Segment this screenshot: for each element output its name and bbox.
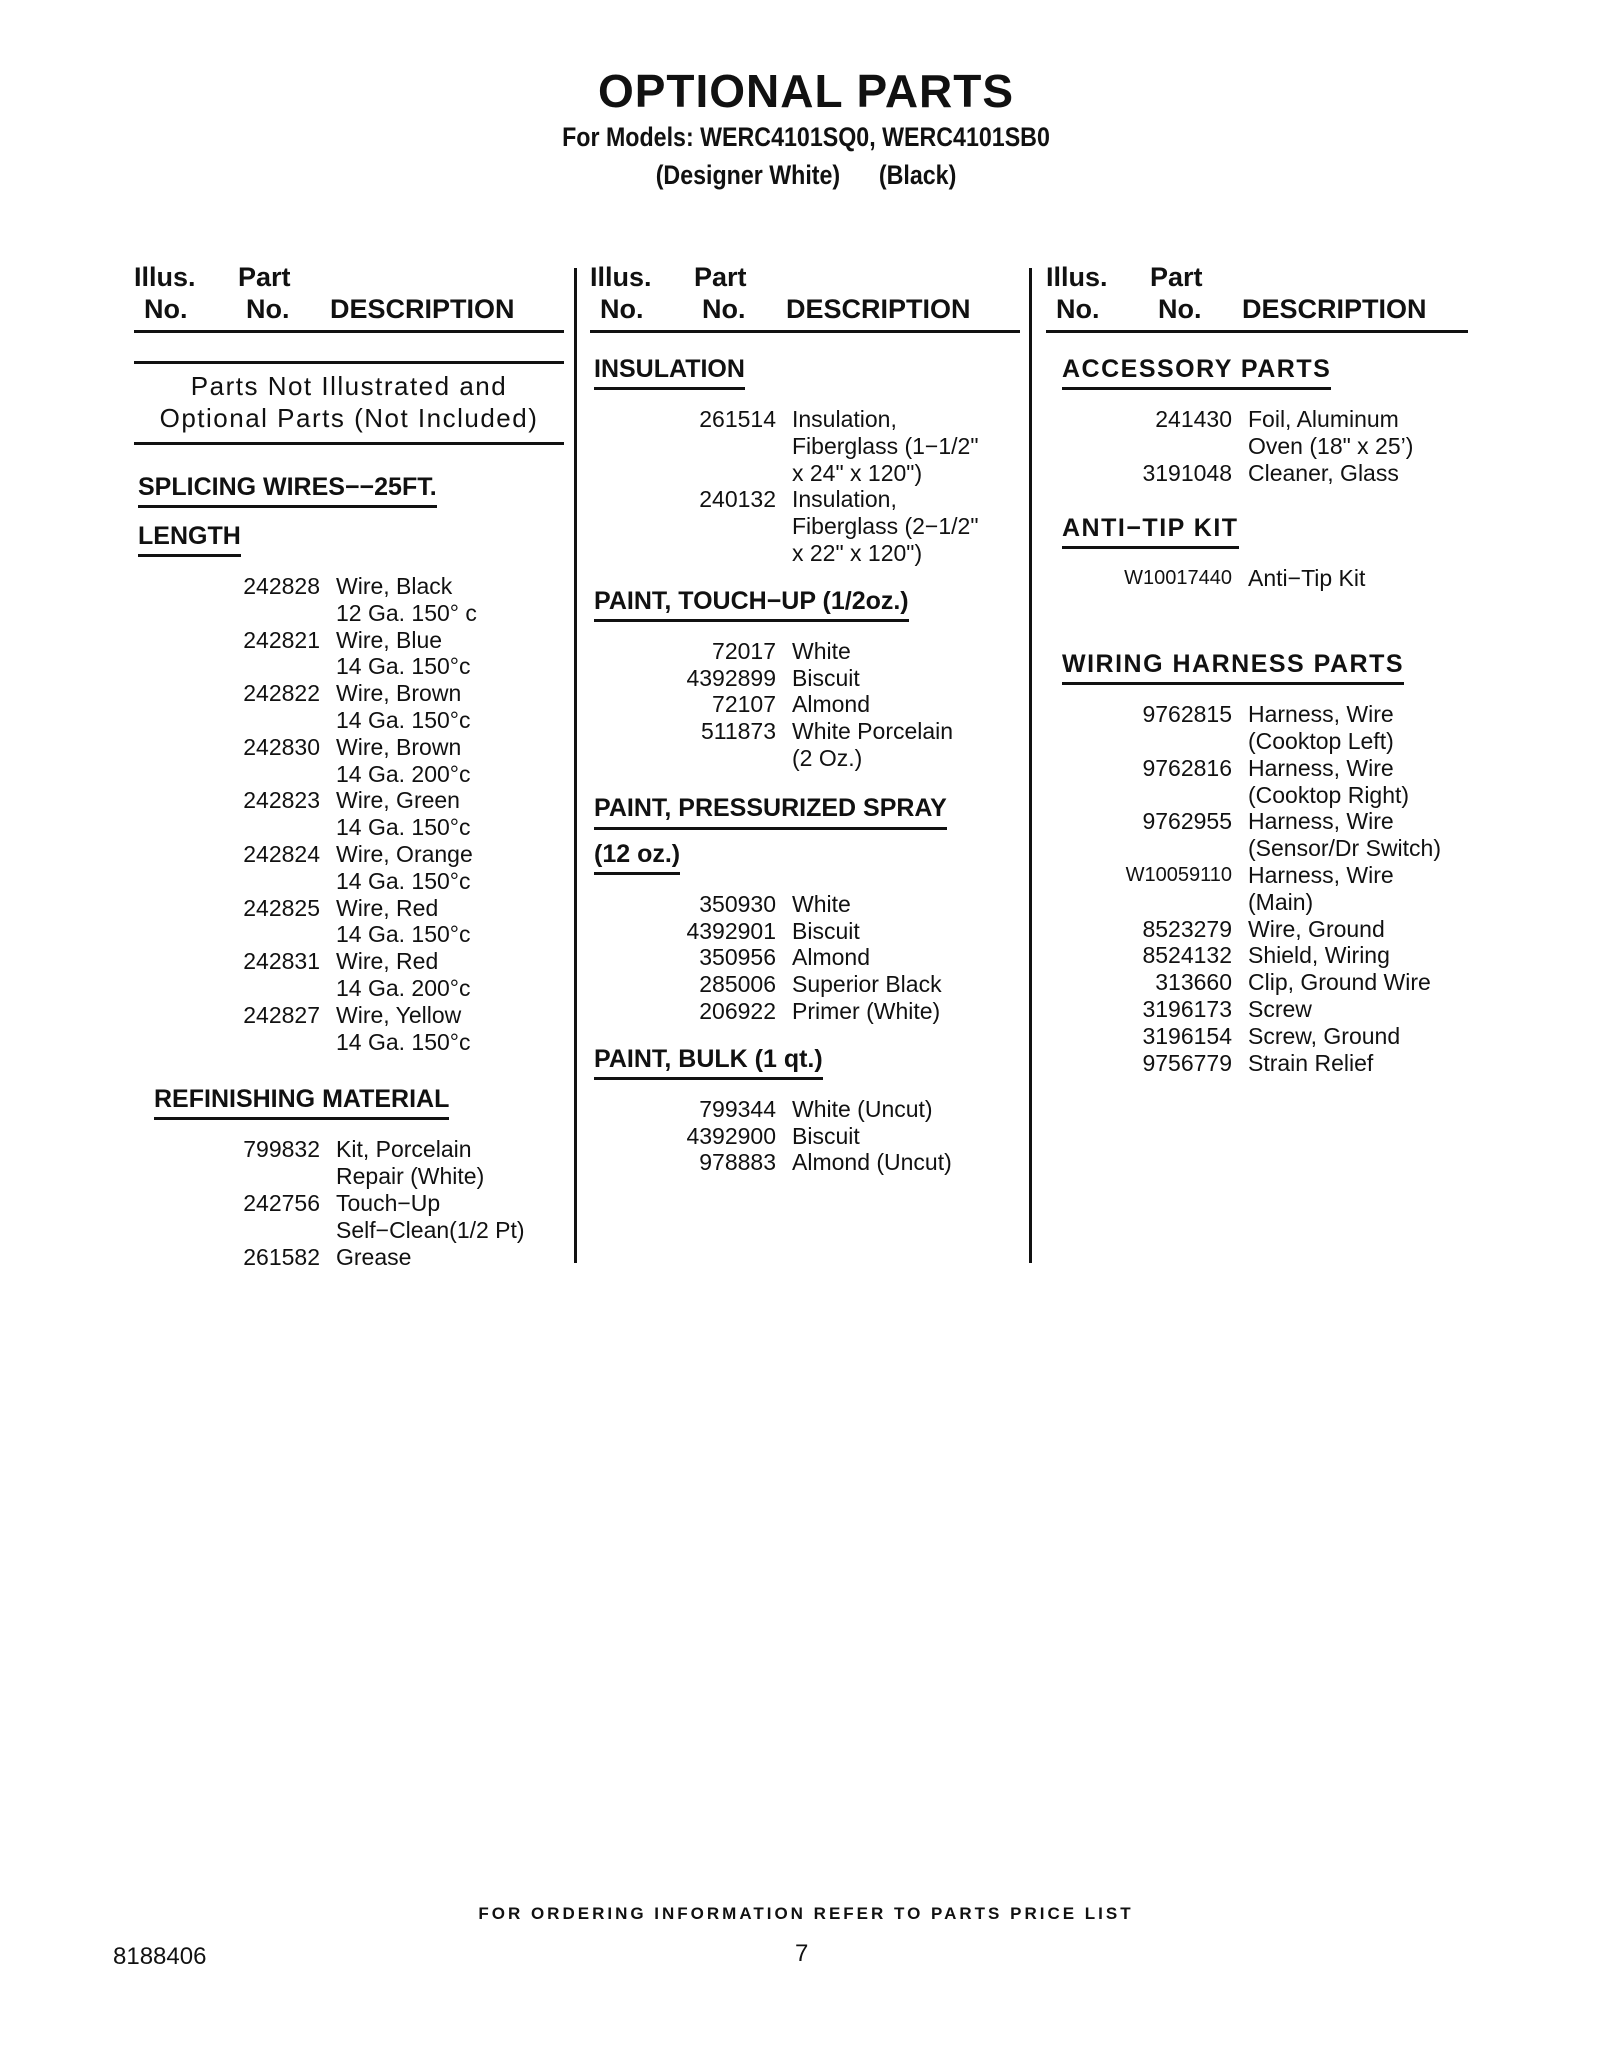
part-row: [1046, 701, 1476, 755]
part-row: [1046, 565, 1476, 592]
part-description: Wire, Yellow 14 Ga. 150°c: [336, 1001, 471, 1055]
part-number: 350930: [699, 890, 776, 917]
not-illustrated-note: Parts Not Illustrated and Optional Parts (Not Included): [134, 361, 564, 445]
part-description: Insulation, Fiberglass (1−1/2" x 24" x 120"): [792, 406, 979, 486]
part-number: 978883: [699, 1149, 776, 1176]
part-description: Almond (Uncut): [792, 1149, 952, 1176]
part-row: [1046, 755, 1476, 809]
section-paint-touch-up: [590, 587, 1020, 772]
part-description: Wire, Ground: [1248, 915, 1385, 942]
part-number: 241430: [1155, 406, 1232, 432]
part-row: [1046, 862, 1476, 916]
part-row: [1046, 406, 1476, 460]
part-description: Harness, Wire (Main): [1248, 861, 1394, 915]
page-number: 7: [795, 1940, 809, 1967]
part-number: 3191048: [1142, 459, 1232, 486]
part-number: 8524132: [1142, 942, 1232, 969]
column-divider: [1029, 268, 1032, 1263]
part-number: 242823: [243, 787, 320, 814]
part-row: [590, 971, 1020, 998]
part-number: 4392901: [686, 917, 776, 944]
part-number: 72107: [712, 691, 776, 718]
part-number: 9762955: [1142, 808, 1232, 835]
section-anti-tip-kit: [1046, 514, 1476, 592]
parts-column-3: [1046, 262, 1476, 1076]
part-header: Part: [1150, 262, 1203, 292]
part-row: [134, 787, 564, 841]
part-number: 313660: [1155, 969, 1232, 996]
section-accessory-parts: [1046, 355, 1476, 486]
part-row: [134, 627, 564, 681]
models-line: For Models: WERC4101SQ0, WERC4101SB0: [562, 122, 1050, 152]
ordering-info-note: FOR ORDERING INFORMATION REFER TO PARTS PRICE LIST: [478, 1904, 1134, 1923]
part-number: 9756779: [1142, 1049, 1232, 1076]
column-header: [134, 262, 564, 333]
part-description: Harness, Wire (Cooktop Right): [1248, 754, 1410, 808]
part-description: Superior Black: [792, 971, 942, 998]
part-row: [590, 1149, 1020, 1176]
part-description: Screw, Ground: [1248, 1022, 1401, 1049]
part-description: Anti−Tip Kit: [1248, 565, 1366, 592]
section-title: LENGTH: [138, 522, 241, 557]
parts-list: [590, 891, 1020, 1025]
part-description: Kit, Porcelain Repair (White): [336, 1136, 485, 1190]
part-description: Wire, Red 14 Ga. 200°c: [336, 948, 471, 1001]
part-row: [590, 486, 1020, 566]
part-description: Screw: [1248, 995, 1312, 1022]
description-header: DESCRIPTION: [330, 294, 515, 324]
part-description: White (Uncut): [792, 1095, 933, 1122]
part-row: [590, 1096, 1020, 1123]
part-row: [134, 1136, 564, 1190]
part-number: 261582: [243, 1243, 320, 1270]
part-row: [134, 680, 564, 734]
part-description: Touch−Up Self−Clean(1/2 Pt): [336, 1189, 525, 1243]
part-description: White Porcelain (2 Oz.): [792, 718, 954, 771]
part-description: Wire, Black 12 Ga. 150° c: [336, 573, 477, 626]
parts-list: [1046, 565, 1476, 592]
section-title: INSULATION: [594, 355, 745, 390]
part-number: 9762815: [1142, 701, 1232, 728]
part-description: Wire, Brown 14 Ga. 150°c: [336, 680, 471, 733]
part-description: Wire, Red 14 Ga. 150°c: [336, 894, 471, 948]
part-row: [1046, 460, 1476, 487]
part-row: [590, 665, 1020, 692]
part-number: 350956: [699, 944, 776, 971]
part-number: 799344: [699, 1095, 776, 1122]
section-title: PAINT, PRESSURIZED SPRAY: [594, 794, 947, 830]
section-title: ANTI−TIP KIT: [1062, 514, 1239, 549]
part-description: Shield, Wiring: [1248, 942, 1390, 969]
part-number: 242821: [243, 626, 320, 653]
part-number: 206922: [699, 997, 776, 1024]
part-description: Almond: [792, 691, 870, 718]
part-number: 3196173: [1142, 995, 1232, 1022]
part-row: [1046, 942, 1476, 969]
part-number: 72017: [712, 637, 776, 664]
part-row: [1046, 969, 1476, 996]
part-description: White: [792, 890, 851, 917]
part-row: [590, 944, 1020, 971]
part-description: Harness, Wire (Cooktop Left): [1248, 701, 1394, 754]
column-divider: [574, 268, 577, 1263]
parts-column-2: [590, 262, 1020, 1176]
part-row: [134, 734, 564, 788]
part-row: [590, 638, 1020, 665]
part-description: Wire, Brown 14 Ga. 200°c: [336, 733, 471, 787]
parts-column-1: [134, 262, 564, 1270]
description-header: DESCRIPTION: [786, 294, 971, 324]
description-header: DESCRIPTION: [1242, 294, 1427, 324]
part-row: [590, 918, 1020, 945]
part-number: 511873: [700, 718, 776, 745]
parts-list: [590, 638, 1020, 772]
part-row: [1046, 996, 1476, 1023]
part-row: [1046, 1050, 1476, 1077]
illus-header: Illus.: [590, 262, 652, 292]
part-row: [134, 573, 564, 627]
part-description: Almond: [792, 944, 870, 971]
part-row: [134, 1190, 564, 1244]
part-description: Clip, Ground Wire: [1248, 969, 1431, 996]
colors-line: (Designer White) (Black): [655, 160, 957, 190]
part-number: 799832: [243, 1136, 320, 1163]
part-number: 240132: [699, 486, 776, 513]
part-description: Wire, Blue 14 Ga. 150°c: [336, 626, 471, 680]
part-row: [590, 998, 1020, 1025]
part-description: Harness, Wire (Sensor/Dr Switch): [1248, 808, 1441, 862]
part-row: [1046, 1023, 1476, 1050]
part-number: 3196154: [1142, 1022, 1232, 1049]
part-row: [590, 691, 1020, 718]
part-row: [1046, 916, 1476, 943]
part-description: Strain Relief: [1248, 1049, 1374, 1076]
page-title: OPTIONAL PARTS: [597, 65, 1015, 117]
part-number: 285006: [699, 971, 776, 998]
part-row: [134, 948, 564, 1002]
part-number: 242756: [243, 1189, 320, 1216]
section-title: SPLICING WIRES−−25FT.: [138, 473, 437, 508]
part-number: 242830: [243, 733, 320, 760]
part-row: [590, 1123, 1020, 1150]
part-number: 242825: [243, 894, 320, 921]
part-row: [590, 406, 1020, 486]
section-title: WIRING HARNESS PARTS: [1062, 650, 1404, 685]
section-paint-pressurized-spray: [590, 794, 1020, 1025]
part-description: Primer (White): [792, 997, 941, 1024]
part-row: [134, 1244, 564, 1271]
part-row: [1046, 808, 1476, 862]
section-paint-bulk: [590, 1045, 1020, 1176]
part-number: 4392900: [686, 1122, 776, 1149]
part-header: Part: [694, 262, 747, 292]
part-row: [590, 891, 1020, 918]
section-refinishing-material: [134, 1085, 564, 1270]
part-number: W10059110: [1125, 863, 1232, 886]
part-description: Biscuit: [792, 917, 860, 944]
illus-no-header: No.: [600, 294, 644, 324]
part-row: [134, 895, 564, 949]
part-description: Wire, Orange 14 Ga. 150°c: [336, 840, 473, 894]
parts-list: [134, 1136, 564, 1270]
part-number: 242831: [243, 948, 320, 975]
part-number: W10017440: [1124, 567, 1232, 590]
part-header: Part: [238, 262, 291, 292]
illus-no-header: No.: [1056, 294, 1100, 324]
part-number: 242822: [243, 680, 320, 707]
section-title: (12 oz.): [594, 840, 680, 875]
column-header: [590, 262, 1020, 333]
part-description: Foil, Aluminum Oven (18" x 25’): [1248, 406, 1414, 459]
part-row: [134, 1002, 564, 1056]
part-description: Wire, Green 14 Ga. 150°c: [336, 787, 471, 841]
section-title: REFINISHING MATERIAL: [154, 1085, 449, 1120]
column-header: [1046, 262, 1468, 333]
illus-header: Illus.: [1046, 262, 1108, 292]
part-no-header: No.: [702, 294, 746, 324]
section-wiring-harness-parts: [1046, 650, 1476, 1076]
part-description: White: [792, 637, 851, 664]
part-description: Insulation, Fiberglass (2−1/2" x 22" x 120"): [792, 486, 979, 566]
part-no-header: No.: [1158, 294, 1202, 324]
part-number: 242827: [243, 1001, 320, 1028]
part-number: 4392899: [686, 664, 776, 691]
parts-list: [590, 1096, 1020, 1176]
document-number: 8188406: [113, 1943, 207, 1970]
section-title: ACCESSORY PARTS: [1062, 355, 1331, 390]
section-insulation: [590, 355, 1020, 567]
illus-no-header: No.: [144, 294, 188, 324]
part-number: 242828: [243, 573, 320, 599]
part-description: Biscuit: [792, 664, 860, 691]
part-description: Cleaner, Glass: [1248, 459, 1399, 486]
part-description: Grease: [336, 1243, 412, 1270]
parts-list: [1046, 701, 1476, 1076]
part-number: 261514: [699, 406, 776, 432]
parts-list: [1046, 406, 1476, 486]
part-no-header: No.: [246, 294, 290, 324]
parts-list: [134, 573, 564, 1055]
part-row: [590, 718, 1020, 772]
section-title: PAINT, BULK (1 qt.): [594, 1045, 823, 1080]
part-number: 9762816: [1142, 754, 1232, 781]
part-number: 242824: [243, 840, 320, 867]
illus-header: Illus.: [134, 262, 196, 292]
part-number: 8523279: [1142, 915, 1232, 942]
section-splicing-wires: [134, 473, 564, 1055]
part-row: [134, 841, 564, 895]
section-title: PAINT, TOUCH−UP (1/2oz.): [594, 587, 909, 622]
part-description: Biscuit: [792, 1122, 860, 1149]
parts-list: [590, 406, 1020, 567]
